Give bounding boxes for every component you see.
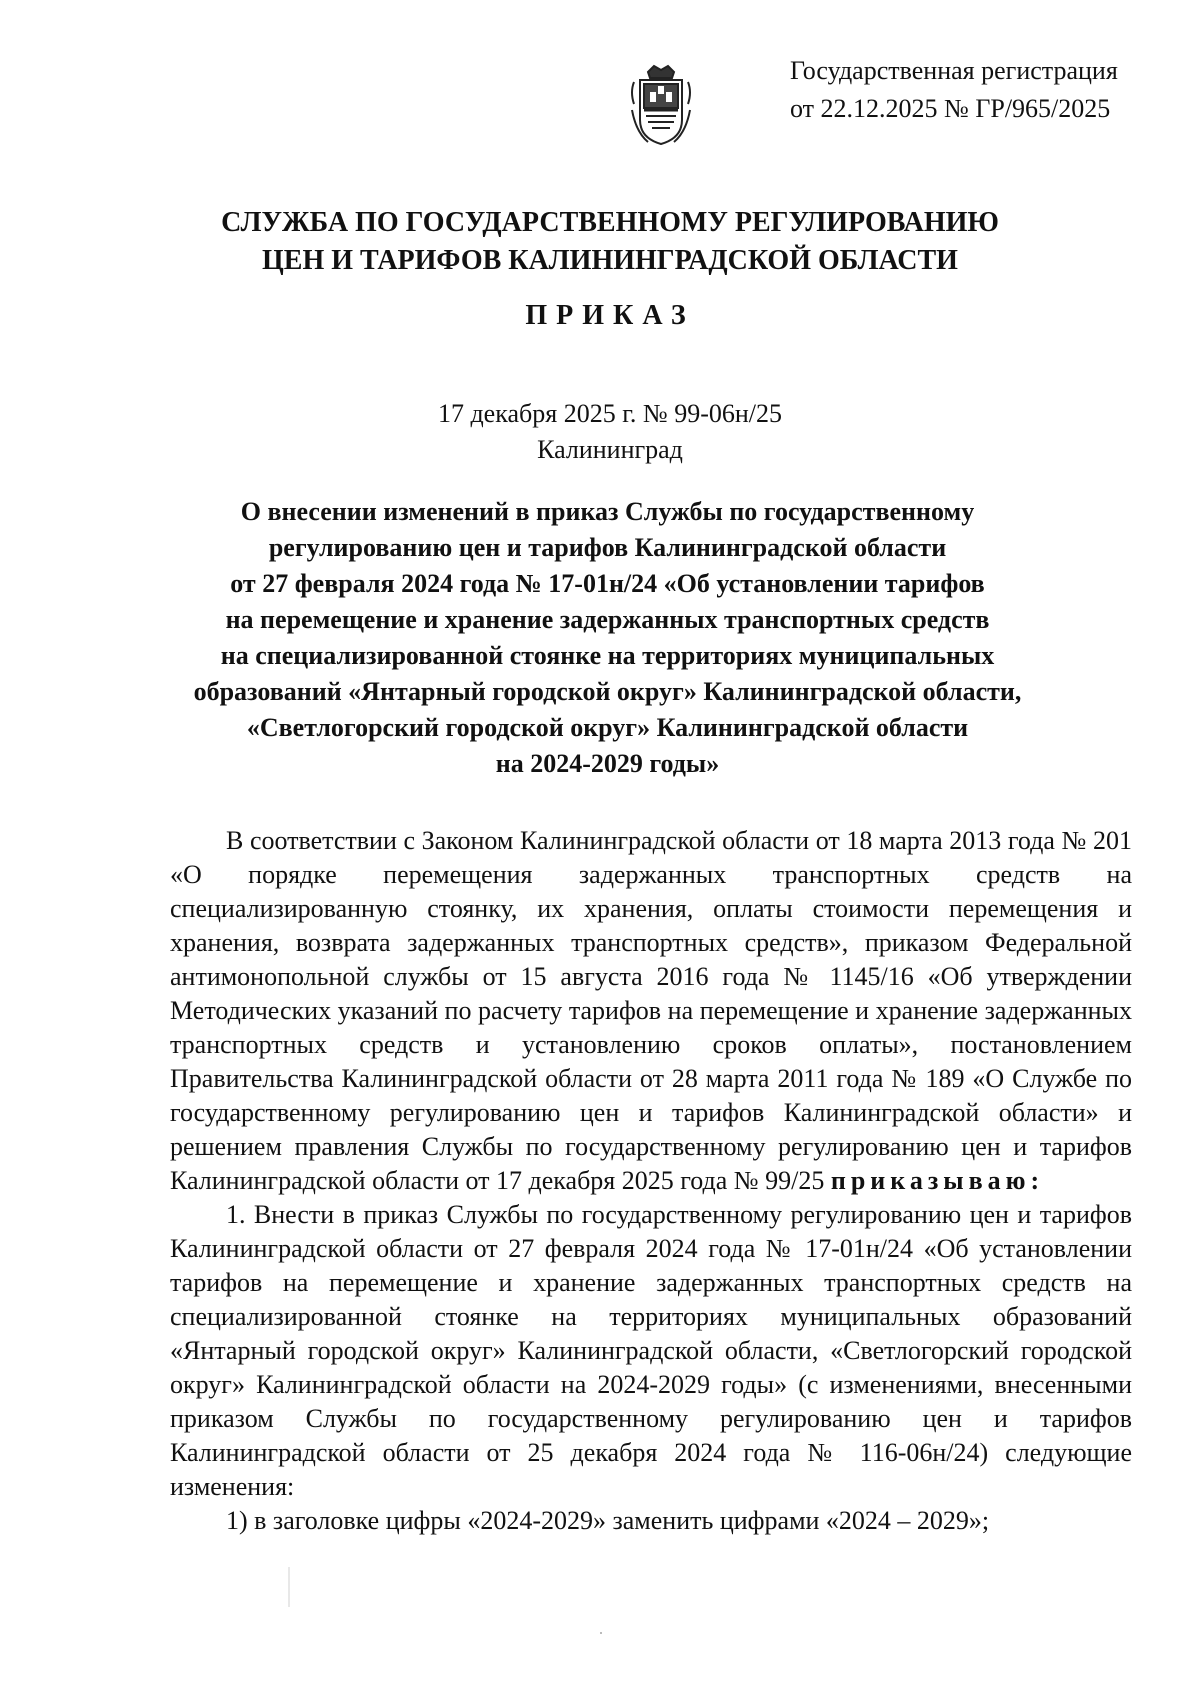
authority-line-1: СЛУЖБА ПО ГОСУДАРСТВЕННОМУ РЕГУЛИРОВАНИЮ <box>221 207 999 238</box>
preamble-paragraph <box>170 824 1132 1198</box>
date-and-number: 17 декабря 2025 г. № 99-06н/25 <box>437 399 783 428</box>
subitem-1-paragraph: 1) в заголовке цифры «2024-2029» заменить цифрами «2024 – 2029»; <box>226 1506 990 1535</box>
registration-label: Государственная регистрация <box>790 56 1118 85</box>
authority-line-2: ЦЕН И ТАРИФОВ КАЛИНИНГРАДСКОЙ ОБЛАСТИ <box>262 245 958 276</box>
preamble-text: В соответствии с Законом Калининградской области от 18 марта 2013 года № 201 «О порядке перемещения задержанных транспортных средств на специализированную стоянку, их хранения, оплаты стоимости перемещения и хранения, возврата задержанных транспортных средств», приказом Федеральной антимонопольной службы от 15 августа 2016 года № 1145/16 «Об утверждении Методических указаний по расчету тарифов на перемещение и хранение задержанных транспортных средств и установлению сроков оплаты», постановлением Правительства Калининградской области от 28 марта 2011 года № 189 «О Службе по государственному регулированию цен и тарифов Калининградской области» и решением правления Службы по государственному регулированию цен и тарифов Калининградской области от 17 декабря 2025 года № 99/25 <box>170 826 1132 1195</box>
subject-line: от 27 февраля 2024 года № 17-01н/24 «Об установлении тарифов <box>230 569 985 598</box>
order-body <box>170 824 1132 1538</box>
scan-artifact-dot <box>600 1632 602 1634</box>
subject-line: на перемещение и хранение задержанных транспортных средств <box>225 605 990 634</box>
registration-number: от 22.12.2025 № ГР/965/2025 <box>790 94 1111 123</box>
issue-city: Калининград <box>537 435 683 464</box>
scan-artifact-line <box>288 1567 290 1607</box>
order-subject <box>140 494 1075 782</box>
document-type-title: ПРИКАЗ <box>525 300 695 331</box>
subject-line: образований «Янтарный городской округ» Калининградской области, <box>193 677 1022 706</box>
subject-line: на специализированной стоянке на территориях муниципальных <box>220 641 995 670</box>
subject-line: «Светлогорский городской округ» Калининградской области <box>246 713 969 742</box>
kaliningrad-coat-of-arms-icon <box>628 62 694 148</box>
issuing-authority <box>170 204 1050 280</box>
order-word: приказываю: <box>830 1166 1045 1195</box>
issue-details <box>170 396 1050 468</box>
state-registration-stamp <box>790 52 1160 128</box>
subject-line: О внесении изменений в приказ Службы по государственному <box>240 497 975 526</box>
subject-line: на 2024-2029 годы» <box>495 749 720 778</box>
subject-line: регулированию цен и тарифов Калининградской области <box>268 533 947 562</box>
item-1-paragraph: 1. Внести в приказ Службы по государственному регулированию цен и тарифов Калининградской области от 27 февраля 2024 года № 17-01н/24 «Об установлении тарифов на перемещение и хранение задержанных транспортных средств на специализированной стоянке на территориях муниципальных образований «Янтарный городской округ» Калининградской области, «Светлогорский городской округ» Калининградской области на 2024-2029 годы» (с изменениями, внесенными приказом Службы по государственному регулированию цен и тарифов Калининградской области от 25 декабря 2024 года № 116-06н/24) следующие изменения: <box>170 1200 1132 1501</box>
